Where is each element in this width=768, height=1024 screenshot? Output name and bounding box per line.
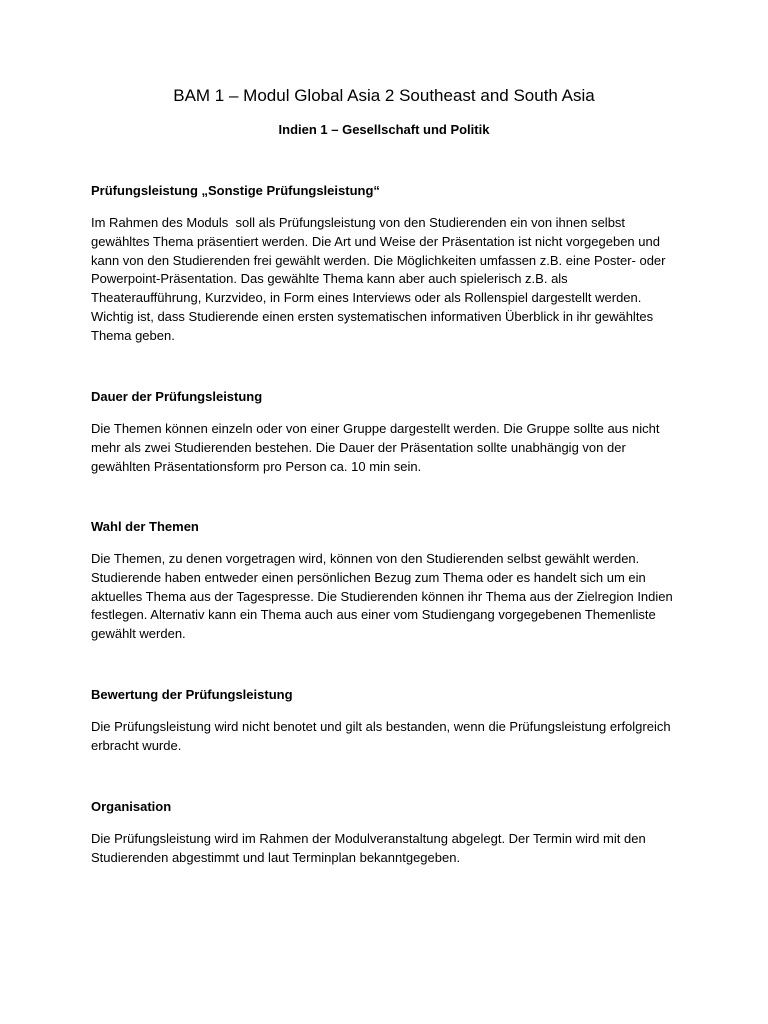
paragraph-line: aktuelles Thema aus der Tagespresse. Die Studierenden können ihr Thema aus der Zielregion Indien: [91, 588, 673, 604]
section-heading: Dauer der Prüfungsleistung: [91, 389, 263, 404]
section-bewertung: [91, 687, 691, 756]
document-subtitle: Indien 1 – Gesellschaft und Politik: [278, 122, 490, 137]
paragraph-line: gewähltes Thema präsentiert werden. Die Art und Weise der Präsentation ist nicht vorgegeben und: [91, 233, 660, 249]
paragraph-line: erbracht wurde.: [91, 737, 182, 753]
section-wahl-der-themen: [91, 519, 691, 644]
section-heading: Organisation: [91, 799, 172, 814]
section-paragraph: [91, 718, 691, 756]
section-paragraph: [91, 550, 691, 644]
paragraph-line: gewählt werden.: [91, 626, 186, 642]
section-paragraph: [91, 420, 691, 476]
paragraph-line: Die Themen können einzeln oder von einer Gruppe dargestellt werden. Die Gruppe sollte aus nicht: [91, 421, 660, 436]
paragraph-line: kann von den Studierenden frei gewählt werden. Die Möglichkeiten umfassen z.B. eine Poster- oder: [91, 252, 666, 268]
paragraph-line: Studierende haben entweder einen persönlichen Bezug zum Thema oder es handelt sich um ein: [91, 569, 646, 585]
document-title: BAM 1 – Modul Global Asia 2 Southeast and South Asia: [173, 86, 595, 105]
paragraph-line: Studierenden abgestimmt und laut Terminplan bekanntgegeben.: [91, 849, 461, 865]
section-organisation: [91, 799, 691, 868]
paragraph-line: Die Prüfungsleistung wird nicht benotet und gilt als bestanden, wenn die Prüfungsleistung erfolgreich: [91, 719, 671, 734]
paragraph-line: Theateraufführung, Kurzvideo, in Form eines Interviews oder als Rollenspiel dargestellt werden.: [91, 290, 642, 306]
paragraph-line: Die Themen, zu denen vorgetragen wird, können von den Studierenden selbst gewählt werden.: [91, 551, 640, 566]
paragraph-line: festlegen. Alternativ kann ein Thema auch aus einer vom Studiengang vorgegebenen Themenliste: [91, 607, 656, 623]
paragraph-line: gewählten Präsentationsform pro Person ca. 10 min sein.: [91, 458, 422, 474]
paragraph-line: Thema geben.: [91, 327, 175, 343]
section-paragraph: [91, 214, 691, 346]
paragraph-line: mehr als zwei Studierenden bestehen. Die Dauer der Präsentation sollte unabhängig von der: [91, 439, 626, 455]
section-heading: Wahl der Themen: [91, 519, 199, 534]
paragraph-line: Die Prüfungsleistung wird im Rahmen der Modulveranstaltung abgelegt. Der Termin wird mit den: [91, 831, 646, 846]
section-dauer: [91, 389, 691, 476]
section-paragraph: [91, 830, 691, 868]
section-pruefungsleistung: [91, 183, 691, 346]
paragraph-line: Im Rahmen des Moduls soll als Prüfungsleistung von den Studierenden ein von ihnen selbst: [91, 215, 626, 230]
section-heading: Prüfungsleistung „Sonstige Prüfungsleistung“: [91, 183, 380, 198]
paragraph-line: Wichtig ist, dass Studierende einen ersten systematischen informativen Überblick in ihr gewähltes: [91, 308, 654, 324]
section-heading: Bewertung der Prüfungsleistung: [91, 687, 293, 702]
paragraph-line: Powerpoint-Präsentation. Das gewählte Thema kann aber auch spielerisch z.B. als: [91, 271, 568, 287]
